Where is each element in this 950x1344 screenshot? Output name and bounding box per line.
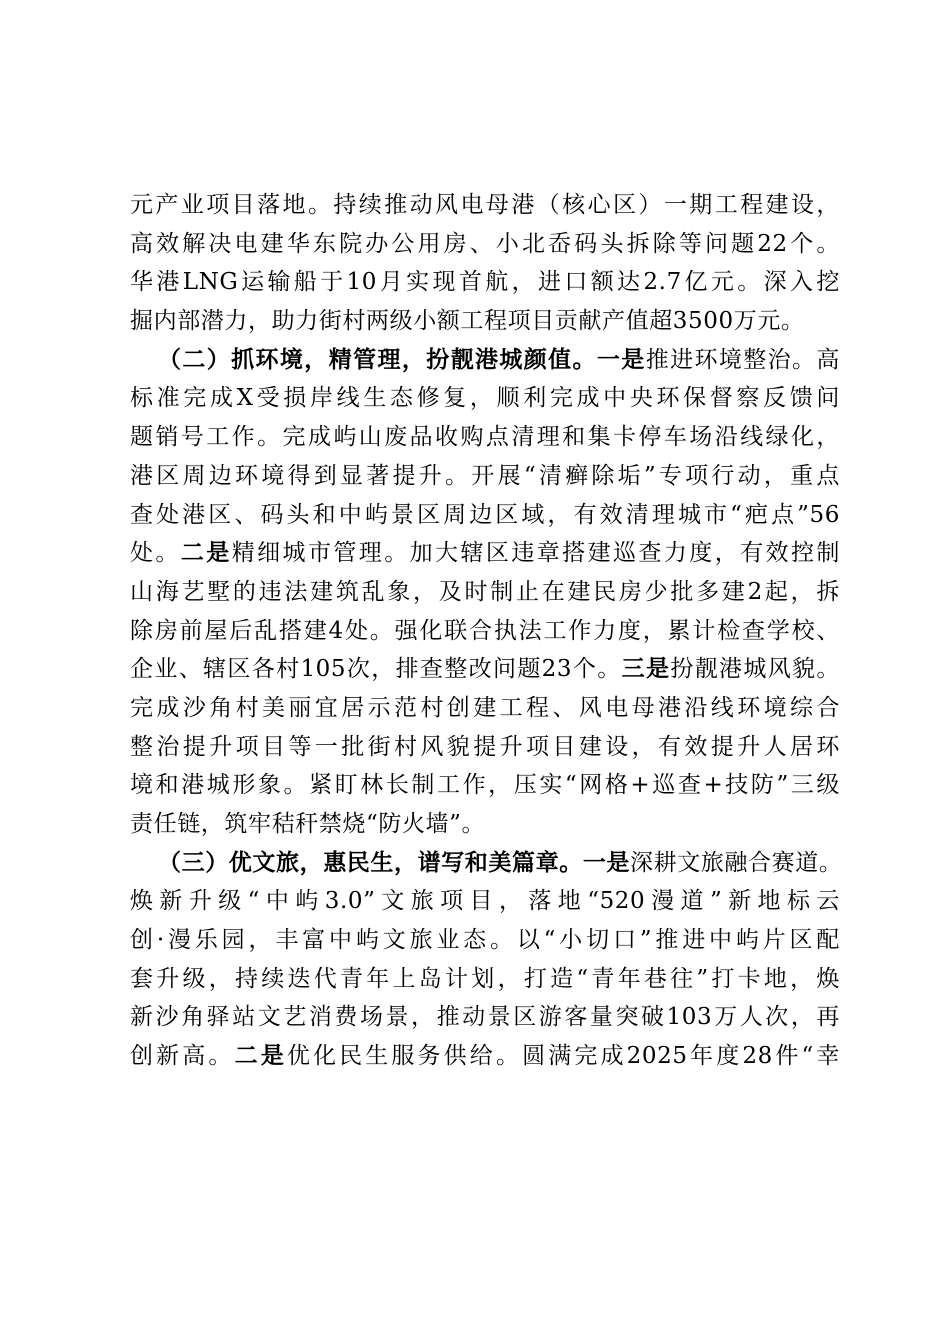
text-line [130,496,840,535]
text-line [130,960,840,999]
text-run: 山海艺墅的违法建筑乱象，及时制止在建民房少批多建2起，拆 [130,578,840,605]
point-marker: 三是 [621,655,671,683]
text-line [130,998,840,1037]
paragraph-continuation [130,186,840,341]
text-line [130,612,840,651]
text-run: 华港LNG运输船于10月实现首航，进口额达2.7亿元。深入挖 [130,269,840,296]
text-line [130,844,843,883]
point-marker: 二是 [234,1042,287,1070]
text-run: 优化民生服务供给。圆满完成2025年度28件“幸 [286,1043,841,1070]
text-line [130,921,840,960]
section-heading: （三）优文旅，惠民生，谱写和美篇章。 [158,848,583,876]
text-run: 整治提升项目等一批街村风貌提升项目建设，有效提升人居环 [130,733,840,760]
text-run: 责任链，筑牢秸秆禁烧“防火墙”。 [130,811,486,837]
text-run: 元产业项目落地。持续推动风电母港（核心区）一期工程建设， [130,192,840,218]
text-line [130,457,840,496]
point-marker: 二是 [180,539,232,567]
text-line [130,225,840,264]
text-run: 查处港区、码头和中屿景区周边区域，有效清理城市“疤点”56 [130,501,840,528]
text-line [130,573,840,612]
text-run: 掘内部潜力，助力街村两级小额工程项目贡献产值超3500万元。 [130,308,805,335]
section-heading: （二）抓环境，精管理，扮靓港城颜值。 [158,345,597,373]
text-run: 标准完成X受损岸线生态修复，顺利完成中央环保督察反馈问 [130,385,840,412]
text-run: 精细城市管理。加大辖区违章搭建巡查力度，有效控制 [231,540,840,567]
text-run: 企业、辖区各村105次，排查整改问题23个。 [130,656,622,683]
text-line [130,882,840,921]
text-run: 新沙角驿站文艺消费场景，推动景区游客量突破103万人次，再 [130,1004,840,1031]
text-run: 除房前屋后乱搭建4处。强化联合执法工作力度，累计检查学校、 [130,617,840,644]
text-line [130,650,840,689]
text-run: 创新高。 [130,1043,235,1070]
text-line [130,728,840,767]
text-run: 处。 [130,540,181,567]
text-line [130,341,840,380]
text-line [130,534,840,573]
text-run: 深耕文旅融合赛道。 [630,849,843,876]
point-marker: 一是 [596,345,646,373]
text-line [130,302,840,341]
text-run: 焕新升级“中屿3.0”文旅项目，落地“520漫道”新地标云 [130,888,840,915]
text-run: 港区周边环境得到显著提升。开展“清癣除垢”专项行动，重点 [130,462,840,489]
paragraph-section-3 [130,844,843,1076]
text-line [130,1037,840,1076]
text-run: 扮靓港城风貌。 [670,656,841,683]
paragraph-section-2 [130,341,840,844]
point-marker: 一是 [582,848,631,876]
text-run: 高效解决电建华东院办公用房、小北岙码头拆除等问题22个。 [130,230,840,257]
text-run: 题销号工作。完成屿山废品收购点清理和集卡停车场沿线绿化， [130,424,840,451]
text-line [130,379,840,418]
text-run: 完成沙角村美丽宜居示范村创建工程、风电母港沿线环境综合 [130,694,840,721]
text-line [130,186,840,225]
text-run: 推进环境整治。高 [645,346,840,373]
document-body [130,186,843,1076]
text-line [130,766,840,805]
text-line [130,689,840,728]
text-line [130,263,840,302]
text-run: 境和港城形象。紧盯林长制工作，压实“网格+巡查+技防”三级 [130,772,840,799]
text-line [130,418,840,457]
text-line [130,805,840,844]
text-run: 套升级，持续迭代青年上岛计划，打造“青年巷往”打卡地，焕 [130,965,840,992]
text-run: 创·漫乐园，丰富中屿文旅业态。以“小切口”推进中屿片区配 [130,927,840,954]
